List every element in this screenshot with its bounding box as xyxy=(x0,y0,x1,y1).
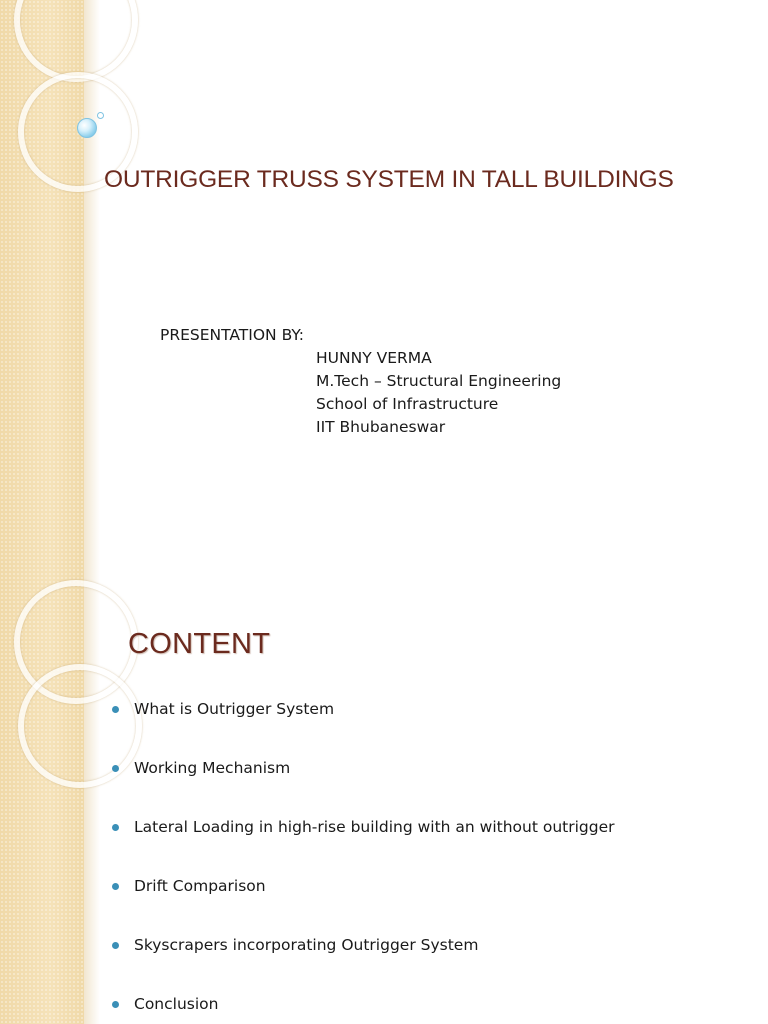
bullet-icon xyxy=(112,883,119,890)
bullet-icon xyxy=(112,1001,119,1008)
presenter-block xyxy=(160,324,561,439)
decorative-bubble-icon xyxy=(97,112,104,119)
bullet-icon xyxy=(112,706,119,713)
list-item xyxy=(112,936,615,995)
list-item xyxy=(112,818,615,877)
list-item-label: Conclusion xyxy=(134,995,219,1013)
presented-by-label: PRESENTATION BY: xyxy=(160,326,304,344)
bullet-icon xyxy=(112,765,119,772)
bullet-icon xyxy=(112,942,119,949)
list-item-label: What is Outrigger System xyxy=(134,700,335,718)
list-item-label: Working Mechanism xyxy=(134,759,291,777)
list-item-label: Lateral Loading in high-rise building with an without outrigger xyxy=(134,818,615,836)
list-item xyxy=(112,700,615,759)
content-slide xyxy=(0,576,768,1024)
list-item xyxy=(112,995,615,1024)
presenter-degree: M.Tech – Structural Engineering xyxy=(316,372,562,390)
content-list xyxy=(112,700,615,1024)
bullet-icon xyxy=(112,824,119,831)
list-item-label: Skyscrapers incorporating Outrigger System xyxy=(134,936,479,954)
list-item xyxy=(112,759,615,818)
presenter-school: School of Infrastructure xyxy=(316,395,499,413)
content-heading: CONTENT xyxy=(128,628,271,660)
presenter-details xyxy=(160,347,561,439)
presenter-name: HUNNY VERMA xyxy=(316,349,432,367)
presentation-title: OUTRIGGER TRUSS SYSTEM IN TALL BUILDINGS xyxy=(104,166,674,193)
list-item-label: Drift Comparison xyxy=(134,877,266,895)
list-item xyxy=(112,877,615,936)
presenter-institute: IIT Bhubaneswar xyxy=(316,418,446,436)
decorative-bubble-icon xyxy=(77,118,97,138)
